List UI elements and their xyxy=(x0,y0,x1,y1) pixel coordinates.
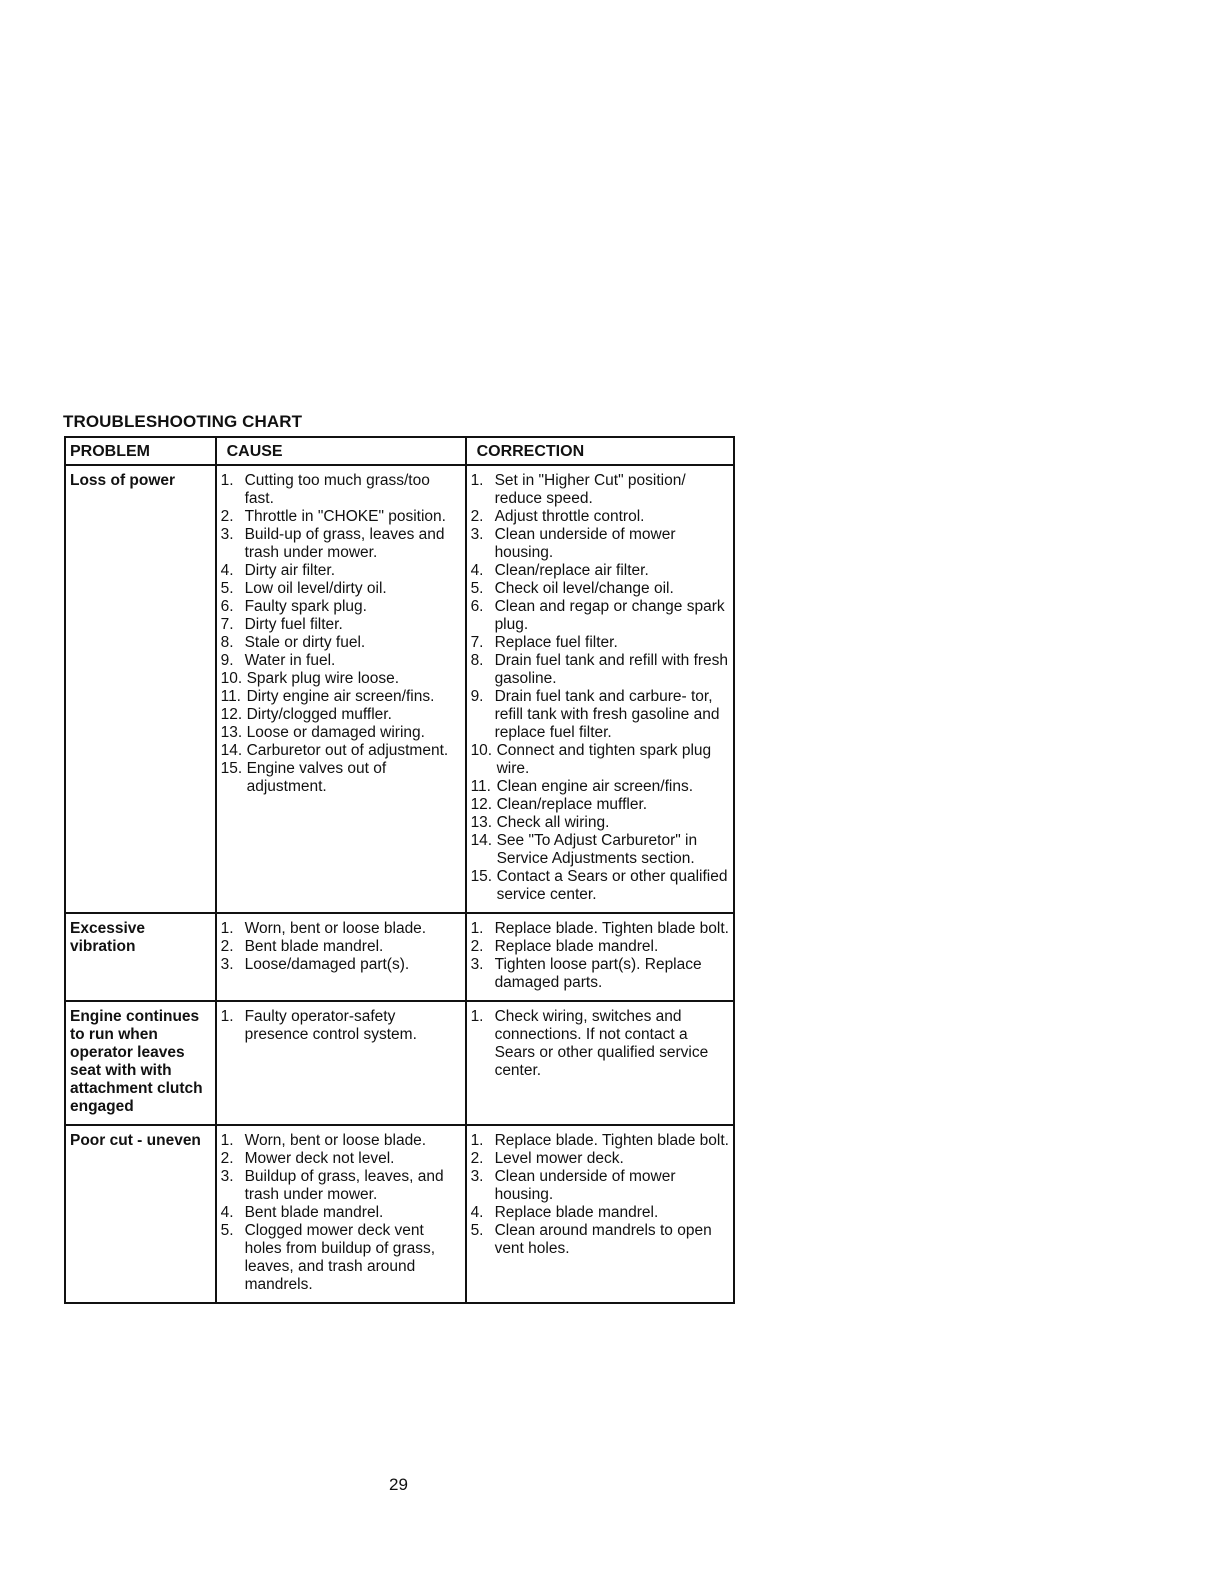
correction-item xyxy=(471,742,729,778)
correction-item xyxy=(471,580,729,598)
cause-item-text: Bent blade mandrel. xyxy=(244,938,384,955)
correction-item-number: 15. xyxy=(470,868,493,885)
cause-item xyxy=(221,1168,461,1204)
cause-item-text: Worn, bent or loose blade. xyxy=(244,1132,427,1149)
correction-item-number: 1. xyxy=(470,1132,484,1149)
cause-item-text: Engine valves out of adjustment. xyxy=(246,760,387,795)
correction-item-number: 2. xyxy=(470,508,484,525)
correction-item-text: Replace fuel filter. xyxy=(494,634,618,651)
cause-item-text: Faulty operator-safety presence control system. xyxy=(244,1008,417,1043)
troubleshooting-table xyxy=(64,436,735,1304)
cause-item-number: 5. xyxy=(220,580,234,597)
correction-item-text: Clean/replace muffler. xyxy=(496,796,648,813)
correction-item-text: Clean underside of mower housing. xyxy=(494,1168,676,1203)
cause-cell xyxy=(216,465,466,913)
correction-cell xyxy=(466,913,734,1001)
correction-item-text: Clean and regap or change spark plug. xyxy=(494,598,725,633)
correction-item xyxy=(471,1204,729,1222)
correction-item xyxy=(471,1132,729,1150)
page-number: 29 xyxy=(389,1475,408,1494)
cause-item xyxy=(221,652,461,670)
cause-item-text: Loose/damaged part(s). xyxy=(244,956,410,973)
cause-item xyxy=(221,724,461,742)
cause-item xyxy=(221,760,461,796)
cause-item xyxy=(221,1204,461,1222)
cause-item xyxy=(221,526,461,562)
cause-item xyxy=(221,508,461,526)
cause-item-number: 3. xyxy=(220,956,234,973)
cause-cell xyxy=(216,1001,466,1125)
problem-header: PROBLEM xyxy=(65,437,216,465)
cause-item-number: 3. xyxy=(220,526,234,543)
correction-item-number: 9. xyxy=(470,688,484,705)
correction-item xyxy=(471,598,729,634)
correction-item xyxy=(471,634,729,652)
problem-text: Loss of power xyxy=(70,472,176,489)
cause-item-number: 11. xyxy=(220,688,241,705)
cause-item-text: Clogged mower deck vent holes from buildup of grass, leaves, and trash around mandrels. xyxy=(244,1222,435,1293)
cause-item xyxy=(221,562,461,580)
table-body xyxy=(65,465,734,1303)
correction-item xyxy=(471,938,729,956)
cause-item-text: Throttle in "CHOKE" position. xyxy=(244,508,446,525)
correction-item-number: 3. xyxy=(470,1168,484,1185)
correction-item-text: Level mower deck. xyxy=(494,1150,624,1167)
correction-item-number: 1. xyxy=(470,920,484,937)
correction-item-text: Set in "Higher Cut" position/ reduce speed. xyxy=(494,472,686,507)
correction-item xyxy=(471,868,729,904)
cause-item-number: 2. xyxy=(220,938,234,955)
cause-item-text: Low oil level/dirty oil. xyxy=(244,580,387,597)
cause-item xyxy=(221,938,461,956)
table-row xyxy=(65,1001,734,1125)
correction-item xyxy=(471,1008,729,1080)
cause-item xyxy=(221,706,461,724)
cause-item-text: Stale or dirty fuel. xyxy=(244,634,366,651)
cause-item xyxy=(221,598,461,616)
cause-item xyxy=(221,1008,461,1044)
cause-item-number: 12. xyxy=(220,706,243,723)
correction-item-text: Drain fuel tank and carbure- tor, refill tank with fresh gasoline and replace fuel filter. xyxy=(494,688,720,741)
cause-item-text: Water in fuel. xyxy=(244,652,336,669)
cause-item xyxy=(221,580,461,598)
problem-text: Engine continues to run when operator leaves seat with with attachment clutch engaged xyxy=(70,1008,203,1115)
correction-item-text: Replace blade. Tighten blade bolt. xyxy=(494,920,729,937)
correction-item-number: 8. xyxy=(470,652,484,669)
cause-item-text: Buildup of grass, leaves, and trash under mower. xyxy=(244,1168,444,1203)
correction-item xyxy=(471,1150,729,1168)
correction-item-number: 6. xyxy=(470,598,484,615)
header-row xyxy=(65,437,734,465)
cause-item-number: 1. xyxy=(220,1132,234,1149)
correction-item xyxy=(471,652,729,688)
correction-item-number: 1. xyxy=(470,1008,484,1025)
cause-cell xyxy=(216,1125,466,1303)
correction-item-number: 3. xyxy=(470,526,484,543)
correction-item-text: Tighten loose part(s). Replace damaged parts. xyxy=(494,956,702,991)
cause-item-number: 14. xyxy=(220,742,243,759)
correction-item-number: 13. xyxy=(470,814,493,831)
correction-item-text: Connect and tighten spark plug wire. xyxy=(496,742,712,777)
correction-item-text: Check wiring, switches and connections. If not contact a Sears or other qualified service center. xyxy=(494,1008,709,1079)
cause-item-number: 1. xyxy=(220,1008,234,1025)
correction-item-text: See "To Adjust Carburetor" in Service Adjustments section. xyxy=(496,832,698,867)
correction-header: CORRECTION xyxy=(466,437,734,465)
table-row xyxy=(65,913,734,1001)
cause-item-number: 3. xyxy=(220,1168,234,1185)
correction-item-number: 14. xyxy=(470,832,493,849)
correction-item xyxy=(471,814,729,832)
problem-cell xyxy=(65,913,216,1001)
cause-item-text: Dirty/clogged muffler. xyxy=(246,706,392,723)
cause-item xyxy=(221,688,461,706)
correction-item xyxy=(471,526,729,562)
chart-title: TROUBLESHOOTING CHART xyxy=(63,412,303,431)
cause-item-text: Faulty spark plug. xyxy=(244,598,367,615)
correction-item xyxy=(471,778,729,796)
cause-item xyxy=(221,1150,461,1168)
cause-item-number: 8. xyxy=(220,634,234,651)
correction-item-text: Replace blade mandrel. xyxy=(494,1204,659,1221)
correction-item xyxy=(471,956,729,992)
correction-item-text: Clean/replace air filter. xyxy=(494,562,649,579)
cause-item-text: Loose or damaged wiring. xyxy=(246,724,425,741)
cause-item-text: Spark plug wire loose. xyxy=(246,670,400,687)
correction-item-text: Contact a Sears or other qualified service center. xyxy=(496,868,728,903)
cause-item xyxy=(221,1132,461,1150)
cause-item-number: 1. xyxy=(220,920,234,937)
cause-item xyxy=(221,472,461,508)
cause-item-text: Bent blade mandrel. xyxy=(244,1204,384,1221)
cause-item xyxy=(221,920,461,938)
cause-item-number: 10. xyxy=(220,670,243,687)
cause-item-text: Dirty air filter. xyxy=(244,562,336,579)
correction-item-number: 4. xyxy=(470,1204,484,1221)
correction-item xyxy=(471,562,729,580)
correction-item-text: Check all wiring. xyxy=(496,814,610,831)
correction-item-number: 11. xyxy=(470,778,491,795)
correction-item xyxy=(471,920,729,938)
correction-item-number: 7. xyxy=(470,634,484,651)
correction-item xyxy=(471,832,729,868)
correction-item-number: 2. xyxy=(470,1150,484,1167)
cause-item-number: 6. xyxy=(220,598,234,615)
cause-item-text: Dirty fuel filter. xyxy=(244,616,343,633)
cause-item-number: 2. xyxy=(220,508,234,525)
problem-text: Poor cut - uneven xyxy=(70,1132,201,1149)
correction-item xyxy=(471,688,729,742)
cause-item-text: Dirty engine air screen/fins. xyxy=(246,688,435,705)
correction-item-text: Clean underside of mower housing. xyxy=(494,526,676,561)
cause-cell xyxy=(216,913,466,1001)
correction-item-text: Clean engine air screen/fins. xyxy=(496,778,694,795)
cause-item xyxy=(221,616,461,634)
correction-cell xyxy=(466,1125,734,1303)
correction-item-number: 5. xyxy=(470,1222,484,1239)
correction-item-text: Clean around mandrels to open vent holes. xyxy=(494,1222,712,1257)
cause-item-text: Worn, bent or loose blade. xyxy=(244,920,427,937)
cause-item xyxy=(221,1222,461,1294)
cause-item xyxy=(221,670,461,688)
cause-item-text: Build-up of grass, leaves and trash under mower. xyxy=(244,526,445,561)
correction-item-text: Replace blade. Tighten blade bolt. xyxy=(494,1132,729,1149)
correction-item-number: 10. xyxy=(470,742,493,759)
correction-item-text: Drain fuel tank and refill with fresh gasoline. xyxy=(494,652,729,687)
cause-item-text: Cutting too much grass/too fast. xyxy=(244,472,430,507)
correction-item xyxy=(471,1168,729,1204)
correction-cell xyxy=(466,1001,734,1125)
problem-cell xyxy=(65,1001,216,1125)
cause-item-text: Carburetor out of adjustment. xyxy=(246,742,449,759)
correction-item-number: 4. xyxy=(470,562,484,579)
table-row xyxy=(65,465,734,913)
cause-item-number: 7. xyxy=(220,616,234,633)
cause-item xyxy=(221,742,461,760)
correction-item xyxy=(471,472,729,508)
cause-item-number: 2. xyxy=(220,1150,234,1167)
cause-item-number: 13. xyxy=(220,724,243,741)
problem-cell xyxy=(65,465,216,913)
correction-item-number: 12. xyxy=(470,796,493,813)
cause-item-number: 4. xyxy=(220,1204,234,1221)
cause-item-number: 9. xyxy=(220,652,234,669)
cause-item xyxy=(221,956,461,974)
correction-item-number: 1. xyxy=(470,472,484,489)
correction-item-number: 2. xyxy=(470,938,484,955)
problem-cell xyxy=(65,1125,216,1303)
correction-item-text: Check oil level/change oil. xyxy=(494,580,674,597)
correction-item-number: 3. xyxy=(470,956,484,973)
correction-item xyxy=(471,508,729,526)
cause-item-text: Mower deck not level. xyxy=(244,1150,395,1167)
correction-cell xyxy=(466,465,734,913)
correction-item xyxy=(471,1222,729,1258)
correction-item-text: Adjust throttle control. xyxy=(494,508,645,525)
cause-item-number: 4. xyxy=(220,562,234,579)
correction-item-text: Replace blade mandrel. xyxy=(494,938,659,955)
problem-text: Excessive vibration xyxy=(70,920,145,955)
cause-item-number: 1. xyxy=(220,472,234,489)
correction-item xyxy=(471,796,729,814)
table-row xyxy=(65,1125,734,1303)
cause-header: CAUSE xyxy=(216,437,466,465)
cause-item xyxy=(221,634,461,652)
cause-item-number: 5. xyxy=(220,1222,234,1239)
cause-item-number: 15. xyxy=(220,760,243,777)
correction-item-number: 5. xyxy=(470,580,484,597)
